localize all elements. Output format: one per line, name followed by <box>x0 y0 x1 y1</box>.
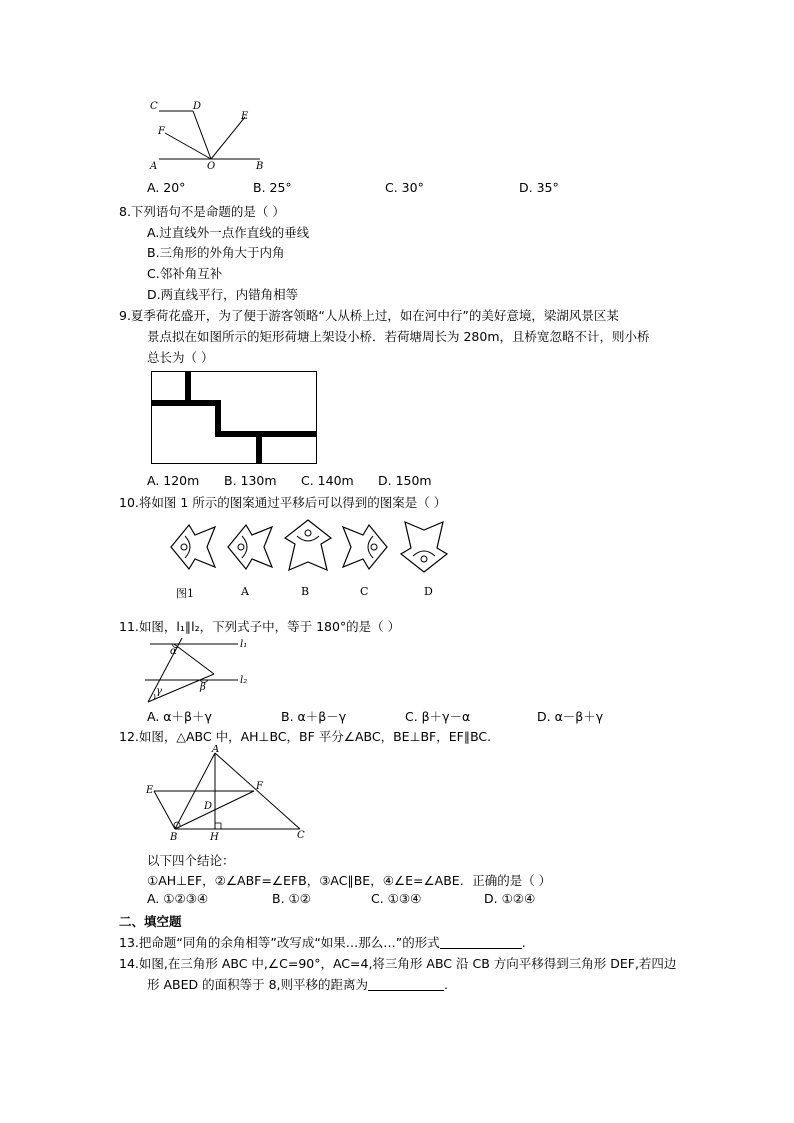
q11-figure <box>140 634 260 706</box>
q12-option-c[interactable]: C. ①③④ <box>371 891 422 906</box>
q10-figures <box>165 518 460 603</box>
q14-answer-blank[interactable] <box>368 978 444 991</box>
q10-shape-fig1 <box>171 525 215 569</box>
q14-line2: 形 ABED 的面积等于 8,则平移的距离为 <box>147 977 368 992</box>
q12-conclusions: ①AH⊥EF，②∠ABF=∠EFB，③AC∥BE，④∠E=∠ABE．正确的是（ ） <box>147 873 552 888</box>
q12-label-h: H <box>210 832 219 843</box>
q12-label-b: B <box>170 832 178 843</box>
q9-stem-line2: 景点拟在如图所示的矩形荷塘上架设小桥．若荷塘周长为 280m，且桥宽忽略不计，则小桥 <box>147 329 650 344</box>
q7-label-a: A <box>150 161 158 172</box>
q12-label-e: E <box>146 785 154 796</box>
q10-caption-d[interactable]: D <box>424 585 433 598</box>
q10-shape-c <box>343 525 387 569</box>
q12-figure <box>142 745 312 845</box>
q8-option-d[interactable]: D.两直线平行，内错角相等 <box>147 287 299 302</box>
q7-label-o: O <box>207 161 216 172</box>
q11-option-a[interactable]: A. α＋β＋γ <box>147 709 212 724</box>
q10-caption-c[interactable]: C <box>360 585 369 598</box>
q12-option-d[interactable]: D. ①②④ <box>484 891 536 906</box>
q14-end: . <box>444 977 448 992</box>
q8-option-c[interactable]: C.邻补角互补 <box>147 266 223 281</box>
q7-option-c[interactable]: C. 30° <box>385 180 424 195</box>
q9-option-b[interactable]: B. 130m <box>224 473 277 488</box>
q13-end: . <box>521 935 526 950</box>
q10-caption-fig1: 图1 <box>176 587 194 600</box>
q7-figure <box>145 95 275 175</box>
q11-label-l2: l₂ <box>240 675 248 686</box>
q14-line2-wrap <box>147 975 448 993</box>
q12-stem: 12.如图，△ABC 中，AH⊥BC，BF 平分∠ABC，BE⊥BF，EF∥BC. <box>119 729 492 744</box>
q11-label-alpha: α <box>170 646 177 657</box>
q11-option-d[interactable]: D. α－β＋γ <box>537 709 604 724</box>
q11-stem: 11.如图，l₁∥l₂，下列式子中，等于 180°的是（ ） <box>119 619 401 634</box>
q11-label-beta: β <box>200 682 206 693</box>
q10-shape-a <box>228 525 272 569</box>
q13-question <box>119 933 526 951</box>
q7-label-c: C <box>150 101 158 112</box>
q11-option-b[interactable]: B. α＋β－γ <box>281 709 347 724</box>
q7-label-d: D <box>193 101 202 112</box>
q13-answer-blank[interactable] <box>440 936 522 949</box>
q12-label-f: F <box>256 781 263 792</box>
q9-option-d[interactable]: D. 150m <box>378 473 432 488</box>
q9-stem-line1: 9.夏季荷花盛开，为了便于游客领略“人从桥上过，如在河中行”的美好意境，梁湖风景区某 <box>119 308 619 323</box>
q9-option-a[interactable]: A. 120m <box>147 473 200 488</box>
q8-option-b[interactable]: B.三角形的外角大于内角 <box>147 245 285 260</box>
q11-label-l1: l₁ <box>240 639 248 650</box>
q7-option-b[interactable]: B. 25° <box>253 180 292 195</box>
q9-pond-figure <box>150 370 320 466</box>
q7-label-b: B <box>256 161 264 172</box>
q7-label-f: F <box>158 126 165 137</box>
q8-option-a[interactable]: A.过直线外一点作直线的垂线 <box>147 225 310 240</box>
q13-text: 13.把命题“同角的余角相等”改写成“如果…那么…”的形式 <box>119 935 440 950</box>
q12-option-b[interactable]: B. ①② <box>272 891 311 906</box>
q12-label-c: C <box>297 830 305 841</box>
q7-label-e: E <box>241 111 249 122</box>
section-title-fill-in: 二、填空题 <box>119 914 182 929</box>
q12-intro: 以下四个结论： <box>147 853 235 868</box>
q10-stem: 10.将如图 1 所示的图案通过平移后可以得到的图案是（ ） <box>119 495 447 510</box>
q12-label-d: D <box>204 801 213 812</box>
q8-stem: 8.下列语句不是命题的是（ ） <box>119 204 285 219</box>
q10-shape-b <box>285 520 331 570</box>
q10-shape-d <box>401 522 447 572</box>
q11-label-gamma: γ <box>156 686 162 697</box>
q7-option-d[interactable]: D. 35° <box>519 180 559 195</box>
q10-caption-a[interactable]: A <box>241 585 249 598</box>
q14-line1: 14.如图,在三角形 ABC 中,∠C=90°，AC=4,将三角形 ABC 沿 CB 方向平移得到三角形 DEF,若四边 <box>119 956 677 971</box>
q7-option-a[interactable]: A. 20° <box>147 180 186 195</box>
q10-caption-b[interactable]: B <box>301 585 310 598</box>
q12-label-a: A <box>212 745 220 755</box>
q9-option-c[interactable]: C. 140m <box>301 473 354 488</box>
q11-option-c[interactable]: C. β＋γ－α <box>405 709 471 724</box>
q12-option-a[interactable]: A. ①②③④ <box>147 891 209 906</box>
q9-stem-line3: 总长为（ ） <box>147 350 214 365</box>
